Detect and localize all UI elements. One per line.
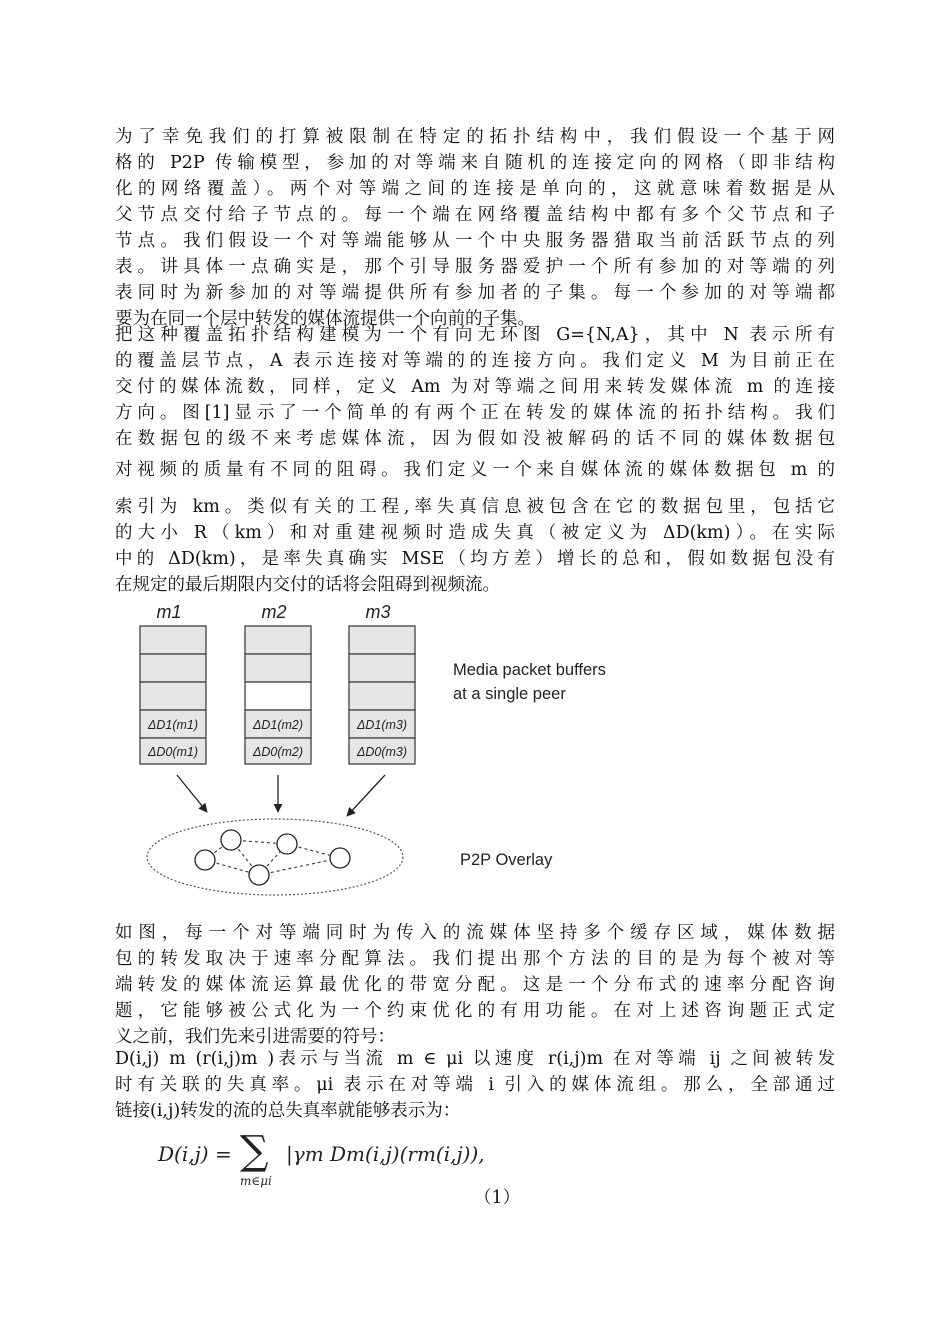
text-line: 交付的媒体流数，同样，定义 Am 为对等端之间用来转发媒体流 m 的连接	[115, 377, 835, 397]
formula-sum-subscript: m∈μi	[240, 1174, 272, 1188]
peer-node	[195, 850, 215, 870]
text-line: 要为在同一个层中转发的媒体流提供一个向前的子集。	[115, 309, 535, 329]
text-line: 在数据包的级不来考虑媒体流，因为假如没被解码的话不同的媒体数据包	[115, 429, 835, 449]
formula-lhs: D(i,j) =	[158, 1142, 232, 1166]
delta-d0-label: ΔD0(m2)	[252, 745, 304, 759]
buffers-caption-line2: at a single peer	[453, 685, 566, 703]
peer-node	[330, 848, 350, 868]
delta-d0-label: ΔD0(m1)	[147, 745, 199, 759]
text-line: 包的转发取决于速率分配算法。我们提出那个方法的目的是为每个被对等	[115, 949, 835, 969]
delta-d1-label: ΔD1(m2)	[252, 718, 304, 732]
delta-d1-label: ΔD1(m1)	[147, 718, 199, 732]
p2p-buffer-figure	[135, 600, 695, 900]
paragraph-topology	[115, 322, 835, 598]
text-line: 的大小 R（km）和对重建视频时造成失真（被定义为 ΔD(km)）。在实际	[115, 523, 835, 543]
equation-number: （1）	[474, 1188, 521, 1208]
text-line: 父节点交付给子节点的。每一个端在网络覆盖结构中都有多个父节点和子	[115, 205, 835, 225]
text-line: 中的 ΔD(km)，是率失真确实 MSE（均方差）增长的总和，假如数据包没有	[115, 549, 835, 569]
buffer-slot	[140, 682, 206, 710]
text-line: 义之前，我们先来引进需要的符号：	[115, 1027, 395, 1047]
buffers-caption-line1: Media packet buffers	[453, 661, 606, 679]
text-line: 端转发的媒体流运算最优化的带宽分配。这是一个分布式的速率分配咨询	[115, 975, 835, 995]
text-line: 时有关联的失真率。μi 表示在对等端 i 引入的媒体流组。那么，全部通过	[115, 1075, 835, 1095]
paragraph-intro	[115, 124, 835, 332]
overlay-link	[259, 858, 340, 875]
text-line: 格的 P2P 传输模型，参加的对等端来自随机的连接定向的网格（即非结构	[115, 153, 835, 173]
peer-node	[221, 830, 241, 850]
text-line: 链接(i,j)转发的流的总失真率就能够表示为：	[115, 1101, 461, 1121]
arrow	[347, 775, 385, 816]
buffer-slot	[349, 626, 415, 654]
formula-sum-symbol: ∑	[240, 1128, 269, 1174]
figure-svg	[135, 600, 695, 900]
buffer-slot	[245, 682, 311, 710]
buffer-slot	[245, 654, 311, 682]
buffer-slot	[349, 654, 415, 682]
text-line: 表。讲具体一点确实是，那个引导服务器爱护一个所有参加的对等端的列	[115, 257, 835, 277]
text-line: 题，它能够被公式化为一个约束优化的有用功能。在对上述咨询题正式定	[115, 1001, 835, 1021]
text-line: 为了幸免我们的打算被限制在特定的拓扑结构中，我们假设一个基于网	[115, 127, 835, 147]
peer-node	[277, 834, 297, 854]
formula-rhs: |γm Dm(i,j)(rm(i,j)),	[286, 1142, 485, 1166]
text-line: 对视频的质量有不同的阻碍。我们定义一个来自媒体流的媒体数据包 m 的	[115, 460, 835, 480]
text-line: 表同时为新参加的对等端提供所有参加者的子集。每一个参加的对等端都	[115, 283, 835, 303]
paragraph-notation	[115, 1046, 835, 1124]
text-line: 方向。图[1]显示了一个简单的有两个正在转发的媒体流的拓扑结构。我们	[115, 403, 835, 423]
text-line: 索引为 km。类似有关的工程,率失真信息被包含在它的数据包里，包括它	[115, 497, 835, 517]
delta-d0-label: ΔD0(m3)	[356, 745, 408, 759]
text-line: 如图，每一个对等端同时为传入的流媒体坚持多个缓存区域，媒体数据	[115, 923, 835, 943]
text-line: 的覆盖层节点，A 表示连接对等端的的连接方向。我们定义 M 为目前正在	[115, 351, 835, 371]
arrow	[177, 775, 207, 812]
overlay-label: P2P Overlay	[460, 851, 553, 869]
distortion-formula	[156, 1128, 576, 1192]
buffer-slot	[349, 682, 415, 710]
buffer-title: m2	[261, 602, 287, 622]
buffer-slot	[245, 626, 311, 654]
buffer-title: m1	[156, 602, 182, 622]
paragraph-rate-allocation	[115, 920, 835, 1050]
text-line: D(i,j) m (r(i,j)m )表示与当流 m ∈ μi 以速度 r(i,j)m 在对等端 ij 之间被转发	[115, 1049, 835, 1069]
buffer-title: m3	[365, 602, 391, 622]
peer-node	[249, 865, 269, 885]
delta-d1-label: ΔD1(m3)	[356, 718, 408, 732]
text-line: 节点。我们假设一个对等端能够从一个中央服务器猎取当前活跃节点的列	[115, 231, 835, 251]
buffer-slot	[140, 626, 206, 654]
text-line: 在规定的最后期限内交付的话将会阻碍到视频流。	[115, 575, 500, 595]
text-line: 化的网络覆盖）。两个对等端之间的连接是单向的，这就意味着数据是从	[115, 179, 835, 199]
text-line: 把这种覆盖拓扑结构建模为一个有向无环图 G={N,A}，其中 N 表示所有	[115, 325, 835, 345]
buffer-slot	[140, 654, 206, 682]
